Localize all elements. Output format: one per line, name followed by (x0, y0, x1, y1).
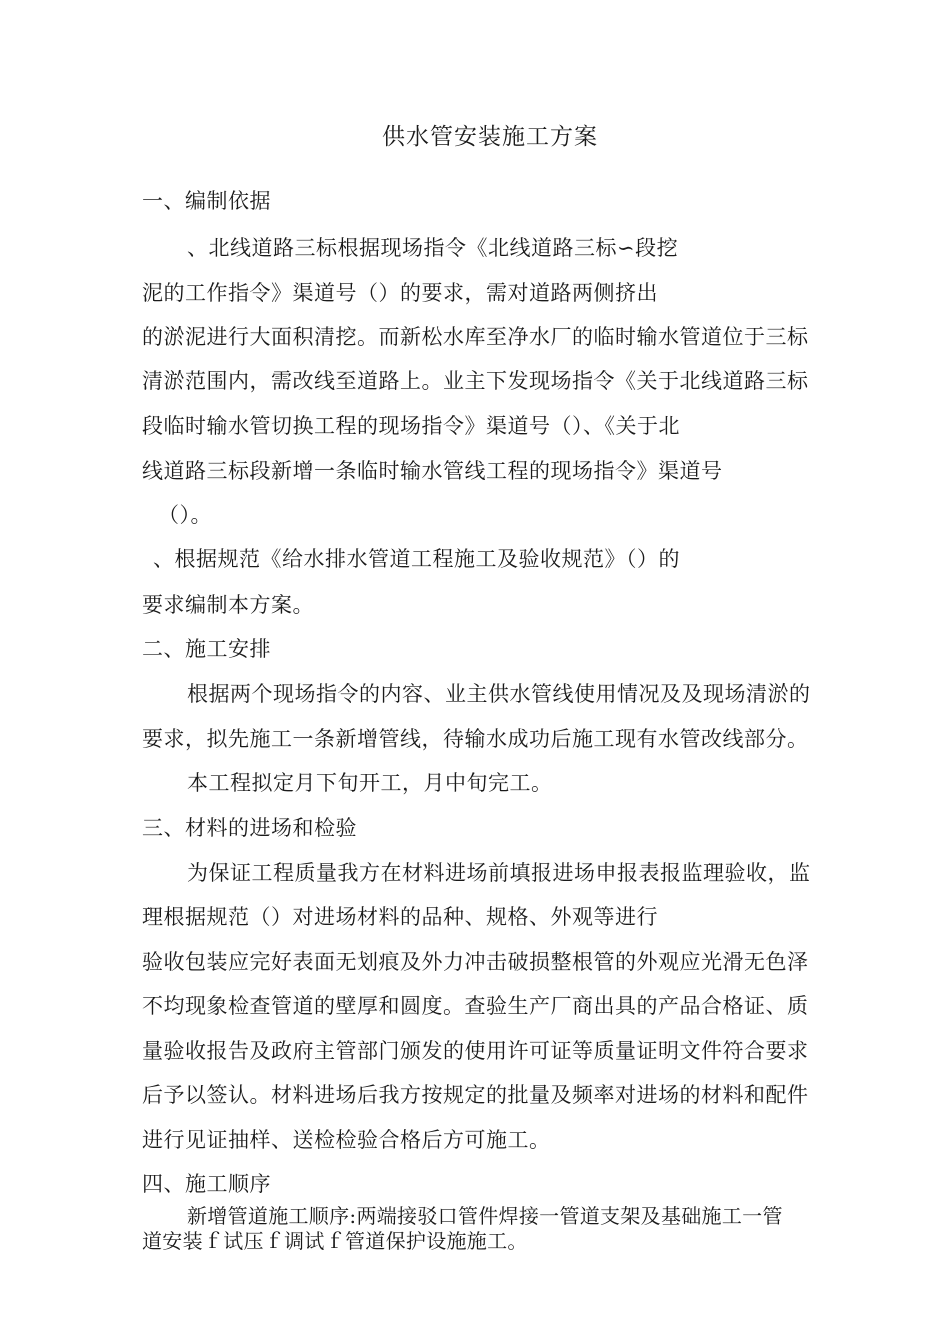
document-title: 供水管安装施工方案 (382, 124, 598, 150)
paragraph-line: 为保证工程质量我方在材料进场前填报进场申报表报监理验收，监 (187, 861, 811, 885)
section-heading-basis: 一、编制依据 (142, 189, 271, 213)
section-heading-materials: 三、材料的进场和检验 (142, 816, 357, 840)
paragraph-line: 线道路三标段新增一条临时输水管线工程的现场指令》渠道号 (142, 459, 723, 483)
paragraph-line: 泥的工作指令》渠道号（）的要求，需对道路两侧挤出 (142, 281, 658, 305)
paragraph-line: 段临时输水管切换工程的现场指令》渠道号（）、《关于北 (142, 414, 680, 438)
paragraph-line: 、北线道路三标根据现场指令《北线道路三标∽段挖 (187, 236, 679, 260)
paragraph-line: 后予以签认。材料进场后我方按规定的批量及频率对进场的材料和配件 (142, 1083, 809, 1107)
paragraph-line: （）。 (158, 503, 212, 527)
paragraph-line: 要求编制本方案。 (142, 593, 314, 617)
paragraph-line: 、根据规范《给水排水管道工程施工及验收规范》（）的 (153, 547, 680, 571)
section-heading-arrangement: 二、施工安排 (142, 637, 271, 661)
paragraph-line: 理根据规范（）对进场材料的品种、规格、外观等进行 (142, 905, 658, 929)
paragraph-line: 要求，拟先施工一条新增管线，待输水成功后施工现有水管改线部分。 (142, 727, 809, 751)
paragraph-line: 量验收报告及政府主管部门颁发的使用许可证等质量证明文件符合要求 (142, 1039, 809, 1063)
paragraph-line: 进行见证抽样、送检检验合格后方可施工。 (142, 1128, 551, 1152)
paragraph-line: 本工程拟定月下旬开工，月中旬完工。 (187, 771, 553, 795)
paragraph-line: 道安装ｆ试压ｆ调试ｆ管道保护设施施工。 (142, 1229, 528, 1253)
paragraph-line: 根据两个现场指令的内容、业主供水管线使用情况及及现场清淤的 (187, 682, 811, 706)
paragraph-line: 验收包装应完好表面无划痕及外力冲击破损整根管的外观应光滑无色泽 (142, 950, 809, 974)
paragraph-line: 不均现象检查管道的壁厚和圆度。查验生产厂商出具的产品合格证、质 (142, 994, 809, 1018)
paragraph-line: 新增管道施工顺序:两端接驳口管件焊接一管道支架及基础施工一管 (187, 1204, 783, 1228)
paragraph-line: 的淤泥进行大面积清挖。而新松水库至净水厂的临时输水管道位于三标 (142, 325, 809, 349)
paragraph-line: 清淤范围内，需改线至道路上。业主下发现场指令《关于北线道路三标 (142, 369, 809, 393)
section-heading-sequence: 四、施工顺序 (142, 1172, 271, 1196)
